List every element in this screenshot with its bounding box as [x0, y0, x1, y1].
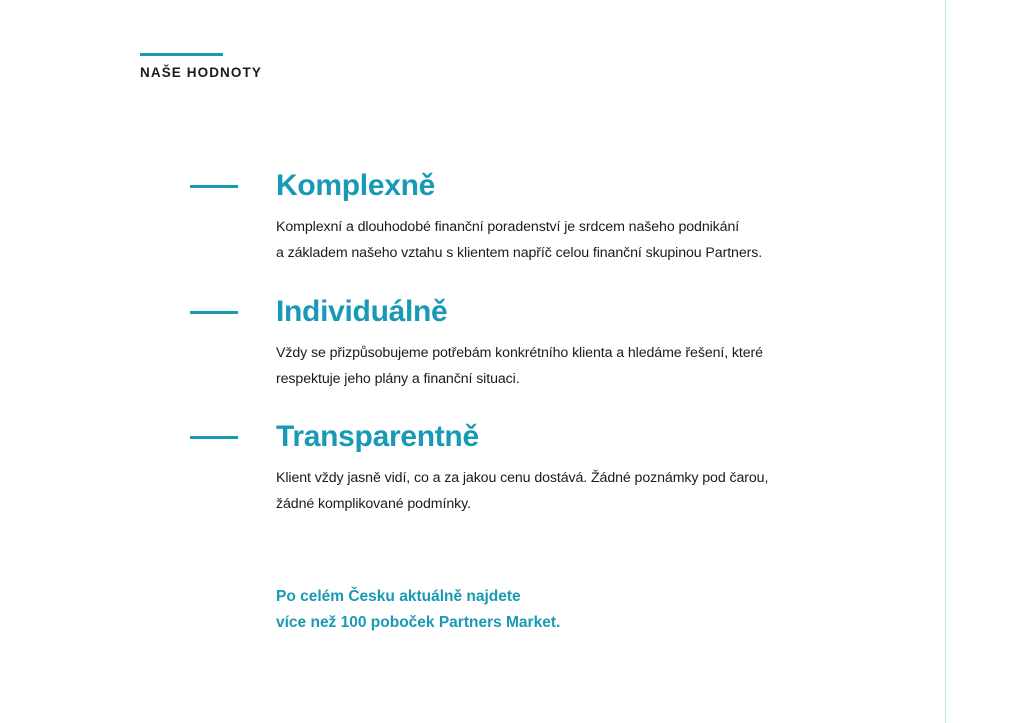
value-dash-decoration	[190, 185, 238, 188]
value-heading: Transparentně	[276, 420, 479, 453]
value-description-line: Komplexní a dlouhodobé finanční poradenství je srdcem našeho podnikání	[276, 219, 740, 235]
value-heading: Individuálně	[276, 295, 448, 328]
closing-line: Po celém Česku aktuálně najdete	[276, 588, 521, 605]
section-title-accent-line	[140, 53, 223, 56]
value-dash-decoration	[190, 311, 238, 314]
value-description	[276, 215, 836, 266]
page-edge-divider	[945, 0, 946, 723]
value-description-line: a základem našeho vztahu s klientem napříč celou finanční skupinou Partners.	[276, 244, 763, 261]
value-description-line: Vždy se přizpůsobujeme potřebám konkrétního klienta a hledáme řešení, které	[276, 345, 763, 361]
value-dash-decoration	[190, 436, 238, 439]
value-description-line: respektuje jeho plány a finanční situaci.	[276, 370, 520, 387]
value-description	[276, 341, 836, 392]
value-heading: Komplexně	[276, 169, 436, 202]
value-description-line: žádné komplikované podmínky.	[276, 495, 471, 512]
value-description	[276, 466, 836, 517]
value-item-transparentne	[0, 416, 945, 526]
value-description-line: Klient vždy jasně vidí, co a za jakou cenu dostává. Žádné poznámky pod čarou,	[276, 470, 769, 486]
value-item-individualne	[0, 291, 945, 401]
closing-line: více než 100 poboček Partners Market.	[276, 614, 561, 631]
section-title: NAŠE HODNOTY	[140, 65, 262, 80]
value-item-komplexne	[0, 165, 945, 275]
closing-statement	[276, 584, 560, 636]
